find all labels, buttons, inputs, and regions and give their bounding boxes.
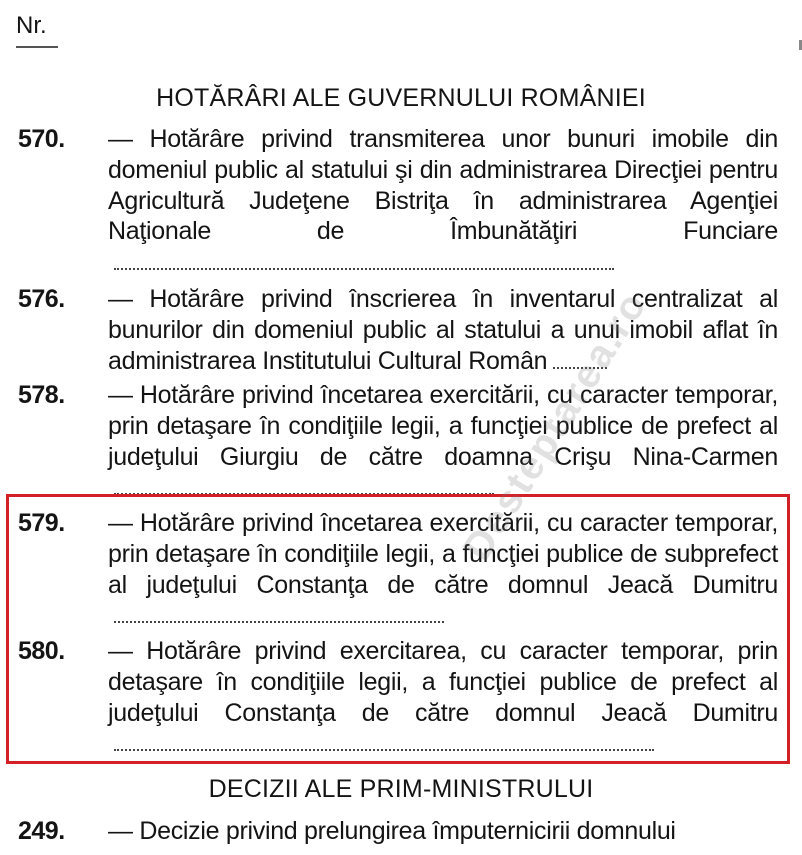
entry-text: — Hotărâre privind înscrierea în inventarul centralizat al bunurilor din domeniul public al statului a unui imobil aflat în administrarea Institutului Cultural Român	[108, 285, 778, 375]
entry-text-wrap	[108, 508, 778, 631]
entry-number: 579.	[18, 509, 65, 537]
entry-text-wrap	[108, 380, 778, 503]
entry-text: — Hotărâre privind încetarea exercitării, cu caracter temporar, prin detaşare în condiţiile legii, a funcţiei publice de subprefect al judeţului Constanţa de către domnul Jeacă Dumitru	[108, 509, 778, 599]
entry-number: 578.	[18, 381, 65, 409]
entry-text-wrap	[108, 816, 778, 847]
leader-dots	[114, 475, 494, 495]
leader-dots	[114, 603, 444, 623]
entry-text: — Hotărâre privind încetarea exercitării, cu caracter temporar, prin detaşare în condiţiile legii, a funcţiei publice de prefect al judeţului Giurgiu de către doamna Crişu Nina-Carmen	[108, 381, 778, 471]
leader-dots	[114, 250, 614, 270]
entry-text: — Hotărâre privind exercitarea, cu caracter temporar, prin detaşare în condiţiile legii, a funcţiei publice de prefect al judeţului Constanţa de către domnul Jeacă Dumitru	[108, 637, 778, 727]
entry-text-wrap	[108, 124, 778, 278]
section-title-hotarari: HOTĂRÂRI ALE GUVERNULUI ROMÂNIEI	[156, 84, 646, 112]
entry-number: 576.	[18, 285, 65, 313]
section-title-decizii: DECIZII ALE PRIM-MINISTRULUI	[208, 775, 594, 803]
entry-number: 580.	[18, 637, 65, 665]
column-header-nr: Nr.	[16, 12, 47, 39]
header-underline	[16, 46, 58, 48]
leader-dots	[114, 731, 654, 751]
entry-text: — Decizie privind prelungirea împuternicirii domnului	[108, 817, 676, 845]
entry-text-wrap	[108, 284, 778, 376]
entry-text: — Hotărâre privind transmiterea unor bunuri imobile din domeniul public al statului şi din administrarea Direcţiei pentru Agricultură Judeţene Bistriţa în administrarea Agenţiei Naţionale de Îmbunătăţiri Funciare	[108, 125, 778, 246]
entry-number: 570.	[18, 125, 65, 153]
entry-number: 249.	[18, 817, 65, 845]
entry-text-wrap	[108, 636, 778, 759]
watermark: Desteptarea.ro	[455, 283, 656, 569]
